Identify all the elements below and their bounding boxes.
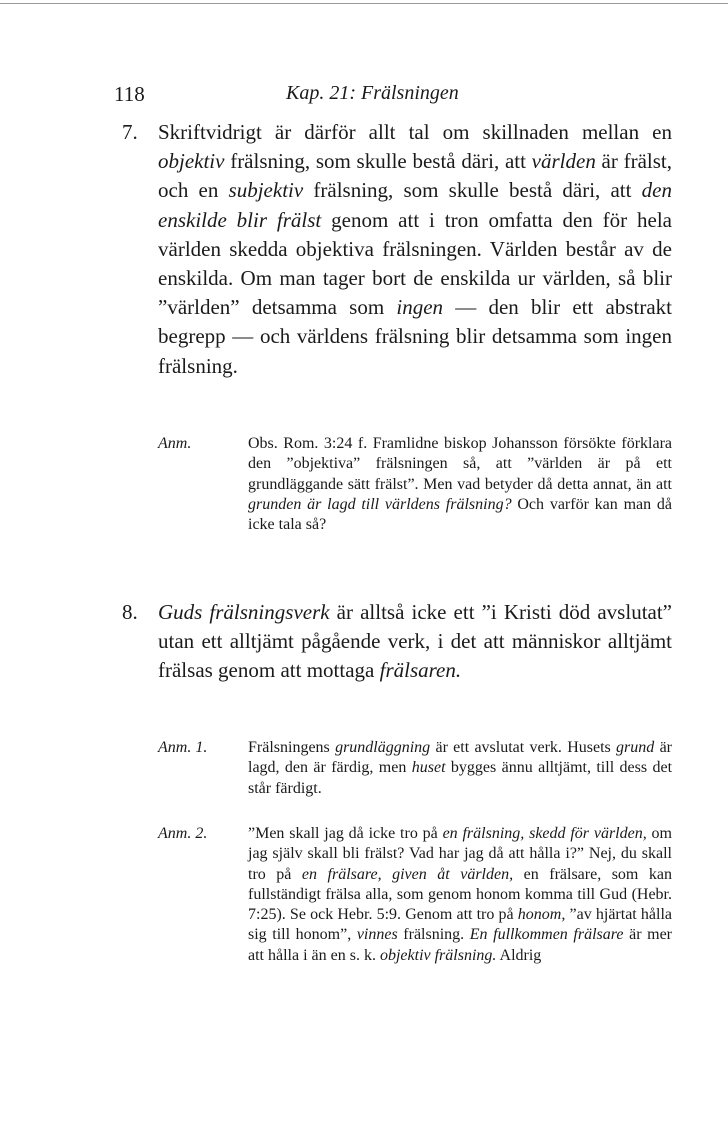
section-8-text: är alltså icke ett ”i Kristi död avslutat” utan ett alltjämt pågående verk, i det att människor alltjämt frälsas genom att mottaga [158,600,672,683]
note-8-1-emphasis: grund [616,739,655,756]
section-7-emphasis: världen [531,149,596,174]
note-8-1 [158,738,672,799]
section-7-text: — den blir ett abstrakt begrepp — och världens frälsning blir detsamma som ingen frälsning. [158,295,672,378]
section-7-text: är frälst, och en [158,149,672,203]
note-8-1-text: är lagd, den är färdig, men [248,739,672,777]
note-8-2-text: en frälsare, som kan fullständigt frälsa alla, som genom honom komma till Gud (Hebr. 7:25). Se ock Hebr. 5:9. Genom att tro på [248,865,672,924]
section-7 [122,118,672,381]
note-8-2-emphasis: objektiv frälsning. [379,946,497,964]
section-7-emphasis: objektiv [158,149,225,174]
section-7-number: 7. [122,120,138,144]
note-8-2-text: ”Men skall jag då icke tro på [248,825,443,842]
section-7-emphasis: subjektiv [228,178,304,203]
note-8-2-emphasis: En fullkommen frälsare [469,926,624,944]
note-8-2-text: frälsning. [397,926,470,944]
note-7-body [248,434,672,535]
note-8-1-emphasis: huset [411,759,446,777]
section-8-emphasis: Guds frälsningsverk [158,600,330,624]
note-7-label: Anm. [158,435,192,452]
note-8-2-text: om jag själv skall bli frälst? Vad har jag då att hålla i?” Nej, du skall tro på [248,825,672,883]
note-8-1-emphasis: grundläggning [335,739,431,756]
note-8-2-label: Anm. 2. [158,825,208,842]
note-8-1-text: bygges ännu alltjämt, till dess det står färdigt. [248,759,673,797]
note-8-2-emphasis: honom, [517,906,566,924]
note-8-2-text: Aldrig [496,946,542,964]
note-8-2-emphasis: en frälsare, given åt världen, [301,865,514,883]
note-8-1-text: är ett avslutat verk. Husets [430,739,617,756]
running-head: Kap. 21: Frälsningen [286,82,459,104]
section-7-text: frälsning, som skulle bestå däri, att [224,149,532,174]
note-8-2-emphasis: en frälsning, skedd för världen, [442,825,647,842]
section-7-text: Skriftvidrigt är därför allt tal om skillnaden mellan en [158,120,672,144]
note-8-1-label: Anm. 1. [158,739,208,756]
section-8-number: 8. [122,600,138,624]
section-8 [122,598,672,686]
note-8-2-body [248,824,672,966]
note-7-text: Obs. Rom. 3:24 f. Framlidne biskop Johansson försökte förklara den ”objektiva” frälsningen så, att ”världen är på ett grundläggande sätt frälst”. Men vad betyder då detta annat, än att [248,435,672,493]
section-7-text: genom att i tron omfatta den för hela världen skedda objektiva frälsningen. Världen består av de enskilda. Om man tager bort de enskilda ur världen, så blir ”världen” detsamma som [158,207,672,320]
note-8-2-text: är mer att hålla i än en s. k. [248,926,673,964]
note-7 [158,434,672,535]
section-8-emphasis: frälsaren. [379,658,462,683]
section-7-text: frälsning, som skulle bestå däri, att [303,178,642,203]
page-number: 118 [114,82,145,106]
note-7-emphasis: grunden är lagd till världens frälsning? [248,495,512,513]
note-7-text: Och varför kan man då icke tala så? [248,495,673,534]
page-top-edge [0,3,728,4]
page-header [114,82,614,108]
note-8-2-text: ”av hjärtat hålla sig till honom”, [248,906,672,944]
section-7-emphasis: den enskilde blir frälst [158,178,672,232]
note-8-2-emphasis: vinnes [356,926,398,944]
section-7-emphasis: ingen [396,295,444,320]
note-8-2 [158,824,672,966]
note-8-1-text: Frälsningens [248,739,336,756]
note-8-1-body [248,738,672,799]
